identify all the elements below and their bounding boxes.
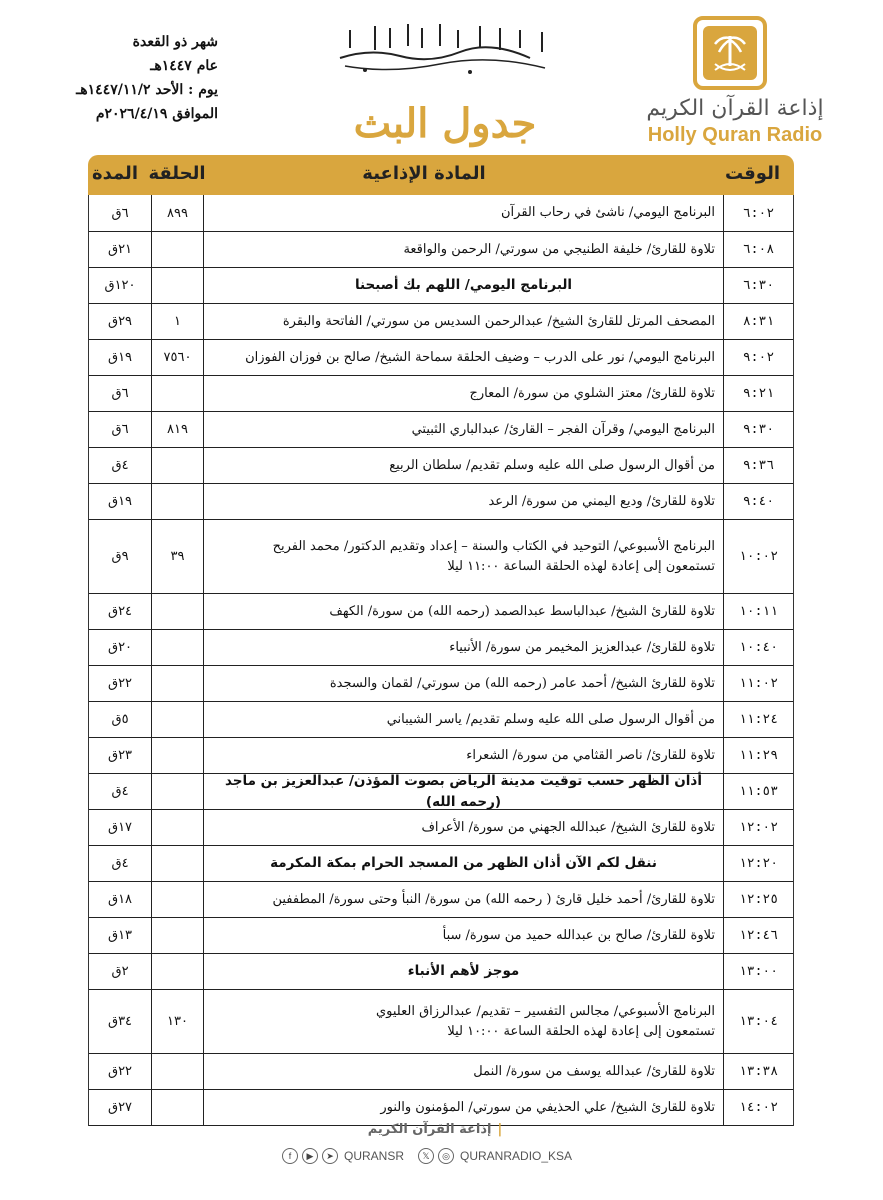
cell-duration: ٦ق — [111, 422, 129, 437]
program-title: البرنامج اليومي/ نور على الدرب – وضيف الحلقة سماحة الشيخ/ صالح بن فوزان الفوزان — [245, 349, 715, 365]
program-title: البرنامج اليومي/ وقرآن الفجر – القارئ/ عبدالباري الثبيتي — [411, 421, 715, 437]
cell-duration: ٥ق — [111, 712, 129, 727]
cell-episode: ٨٩٩ — [151, 195, 203, 231]
cell-time: ٦:٣٠ — [723, 268, 793, 303]
handle-long[interactable]: QURANRADIO_KSA — [460, 1149, 573, 1163]
schedule-table — [88, 155, 794, 1126]
cell-duration: ٩ق — [111, 549, 129, 564]
table-row — [89, 666, 793, 702]
telegram-icon[interactable]: ➤ — [322, 1148, 338, 1164]
cell-episode: ١٣٠ — [151, 990, 203, 1053]
cell-duration: ٢٢ق — [107, 676, 133, 691]
cell-time: ١٢:٠٢ — [723, 810, 793, 845]
cell-duration: ٦ق — [111, 386, 129, 401]
footer-station-name: |إذاعة القرآن الكريم — [367, 1122, 503, 1137]
program-title: تلاوة للقارئ الشيخ/ عبدالباسط عبدالصمد (رحمه الله) من سورة/ الكهف — [329, 603, 715, 619]
cell-episode — [151, 810, 203, 845]
program-title: أذان الظهر حسب توقيت مدينة الرياض بصوت المؤذن/ عبدالعزيز بن ماجد (رحمه الله) — [225, 773, 702, 810]
cell-duration: ٢١ق — [107, 242, 133, 257]
cell-time: ١١:٥٣ — [723, 774, 793, 809]
cell-program — [203, 738, 723, 773]
cell-episode — [151, 376, 203, 411]
hijri-month: شهر ذو القعدة — [132, 34, 218, 50]
cell-duration: ٣٤ق — [107, 1014, 133, 1029]
cell-time: ١٠:١١ — [723, 594, 793, 629]
cell-episode — [151, 630, 203, 665]
cell-time: ١١:٢٩ — [723, 738, 793, 773]
table-row — [89, 412, 793, 448]
cell-time: ١٣:٠٤ — [723, 990, 793, 1053]
cell-duration: ٢٢ق — [107, 1064, 133, 1079]
table-body — [88, 195, 794, 1126]
cell-episode — [151, 1090, 203, 1125]
cell-episode — [151, 918, 203, 953]
program-title: تلاوة للقارئ/ أحمد خليل قارئ ( رحمه الله) من سورة/ النبأ وحتى سورة/ المطففين — [272, 891, 715, 907]
cell-episode — [151, 954, 203, 989]
cell-time: ٦:٠٢ — [723, 195, 793, 231]
station-logo — [693, 16, 767, 90]
cell-episode: ٧٥٦٠ — [151, 340, 203, 375]
program-title: تلاوة للقارئ/ عبدالعزيز المخيمر من سورة/ الأنبياء — [449, 639, 715, 655]
program-title: من أقوال الرسول صلى الله عليه وسلم تقديم/ سلطان الربيع — [389, 457, 715, 473]
social-links — [282, 1146, 582, 1166]
handle-short[interactable]: QURANSR — [344, 1149, 405, 1163]
hijri-day: يوم : الأحد ١٤٤٧/١١/٢هـ — [76, 82, 218, 98]
program-title: تلاوة للقارئ/ وديع اليمني من سورة/ الرعد — [488, 493, 715, 509]
cell-duration: ٢٣ق — [107, 748, 133, 763]
cell-time: ١٣:٠٠ — [723, 954, 793, 989]
cell-episode — [151, 738, 203, 773]
table-row — [89, 1054, 793, 1090]
table-row — [89, 232, 793, 268]
cell-episode — [151, 268, 203, 303]
program-title: البرنامج اليومي/ ناشئ في رحاب القرآن — [500, 205, 715, 221]
basmala-calligraphy — [330, 18, 560, 76]
youtube-icon[interactable]: ▶ — [302, 1148, 318, 1164]
table-row — [89, 594, 793, 630]
cell-program — [203, 376, 723, 411]
table-row — [89, 774, 793, 810]
cell-program — [203, 484, 723, 519]
cell-program — [203, 954, 723, 989]
cell-program — [203, 630, 723, 665]
cell-program — [203, 195, 723, 231]
cell-episode — [151, 666, 203, 701]
table-row — [89, 268, 793, 304]
cell-program — [203, 232, 723, 267]
table-row — [89, 738, 793, 774]
cell-time: ١٠:٤٠ — [723, 630, 793, 665]
page-title: جدول البث — [353, 100, 537, 147]
cell-episode — [151, 774, 203, 809]
cell-program — [203, 448, 723, 483]
cell-duration: ١٩ق — [107, 350, 133, 365]
cell-episode: ٣٩ — [151, 520, 203, 593]
facebook-icon[interactable]: f — [282, 1148, 298, 1164]
table-row — [89, 304, 793, 340]
cell-duration: ١٩ق — [107, 494, 133, 509]
cell-duration: ٢ق — [111, 964, 129, 979]
header-program: المادة الإذاعية — [362, 163, 486, 184]
program-rebroadcast-note: تستمعون إلى إعادة لهذه الحلقة الساعة ١١:٠٠ ليلا — [447, 558, 715, 574]
page-header — [0, 0, 883, 160]
cell-episode — [151, 594, 203, 629]
table-row — [89, 990, 793, 1054]
station-name-ar: إذاعة القرآن الكريم — [646, 96, 824, 121]
cell-episode — [151, 484, 203, 519]
cell-time: ٩:٤٠ — [723, 484, 793, 519]
table-row — [89, 520, 793, 594]
cell-duration: ١٢٠ق — [104, 278, 136, 293]
cell-program — [203, 304, 723, 339]
gregorian-date: الموافق ٢٠٢٦/٤/١٩م — [95, 106, 218, 122]
cell-program — [203, 268, 723, 303]
table-row — [89, 195, 793, 232]
cell-episode — [151, 846, 203, 881]
table-row — [89, 484, 793, 520]
cell-time: ١٠:٠٢ — [723, 520, 793, 593]
cell-time: ١١:٢٤ — [723, 702, 793, 737]
table-row — [89, 882, 793, 918]
cell-time: ٩:٠٢ — [723, 340, 793, 375]
cell-episode — [151, 1054, 203, 1089]
hijri-year: عام ١٤٤٧هـ — [150, 58, 218, 74]
cell-duration: ٦ق — [111, 205, 129, 221]
program-title: تلاوة للقارئ/ عبدالله يوسف من سورة/ النمل — [473, 1063, 715, 1079]
program-title: تلاوة للقارئ/ ناصر القثامي من سورة/ الشعراء — [466, 747, 715, 763]
cell-time: ١٤:٠٢ — [723, 1090, 793, 1125]
cell-program — [203, 1090, 723, 1125]
table-row — [89, 340, 793, 376]
program-title: المصحف المرتل للقارئ الشيخ/ عبدالرحمن السديس من سورتي/ الفاتحة والبقرة — [282, 313, 715, 329]
cell-time: ٩:٣٠ — [723, 412, 793, 447]
cell-program — [203, 702, 723, 737]
cell-program — [203, 666, 723, 701]
table-header — [88, 155, 794, 195]
table-row — [89, 954, 793, 990]
cell-program — [203, 918, 723, 953]
table-row — [89, 376, 793, 412]
program-title: موجز لأهم الأنباء — [407, 963, 520, 980]
cell-time: ٩:٢١ — [723, 376, 793, 411]
cell-episode: ١ — [151, 304, 203, 339]
cell-duration: ٢٩ق — [107, 314, 133, 329]
cell-duration: ٢٤ق — [107, 604, 133, 619]
cell-time: ١١:٠٢ — [723, 666, 793, 701]
cell-program — [203, 774, 723, 809]
program-rebroadcast-note: تستمعون إلى إعادة لهذه الحلقة الساعة ١٠:٠٠ ليلا — [447, 1023, 715, 1039]
cell-episode: ٨١٩ — [151, 412, 203, 447]
program-title: ننقل لكم الآن أذان الظهر من المسجد الحرام بمكة المكرمة — [270, 855, 657, 872]
table-row — [89, 448, 793, 484]
cell-time: ١٢:٢٠ — [723, 846, 793, 881]
cell-program — [203, 412, 723, 447]
cell-duration: ٤ق — [111, 784, 129, 799]
cell-episode — [151, 702, 203, 737]
header-duration: المدة — [91, 163, 138, 184]
cell-duration: ٤ق — [111, 458, 129, 473]
cell-time: ٩:٣٦ — [723, 448, 793, 483]
program-title: تلاوة للقارئ الشيخ/ علي الحذيفي من سورتي/ المؤمنون والنور — [380, 1099, 715, 1115]
station-name-en: Holly Quran Radio — [647, 124, 823, 146]
program-title: تلاوة للقارئ/ معتز الشلوي من سورة/ المعارج — [469, 385, 715, 401]
cell-duration: ١٨ق — [107, 892, 133, 907]
program-title: تلاوة للقارئ/ خليفة الطنيجي من سورتي/ الرحمن والواقعة — [403, 241, 715, 257]
cell-time: ٨:٣١ — [723, 304, 793, 339]
cell-time: ١٢:٢٥ — [723, 882, 793, 917]
cell-program — [203, 882, 723, 917]
table-row — [89, 810, 793, 846]
cell-duration: ٢٧ق — [107, 1100, 133, 1115]
cell-time: ١٣:٣٨ — [723, 1054, 793, 1089]
cell-episode — [151, 232, 203, 267]
x-icon[interactable]: 𝕏 — [418, 1148, 434, 1164]
cell-duration: ٢٠ق — [107, 640, 133, 655]
table-row — [89, 846, 793, 882]
cell-program — [203, 810, 723, 845]
cell-program — [203, 520, 723, 593]
program-title: البرنامج الأسبوعي/ مجالس التفسير – تقديم/ عبدالرزاق العليوي — [375, 1004, 715, 1019]
program-title: تلاوة للقارئ الشيخ/ أحمد عامر (رحمه الله) من سورتي/ لقمان والسجدة — [329, 675, 715, 691]
cell-duration: ٤ق — [111, 856, 129, 871]
program-title: البرنامج اليومي/ اللهم بك أصبحنا — [354, 277, 573, 294]
cell-episode — [151, 448, 203, 483]
program-title: من أقوال الرسول صلى الله عليه وسلم تقديم/ ياسر الشيباني — [386, 711, 715, 727]
cell-time: ٦:٠٨ — [723, 232, 793, 267]
cell-program — [203, 340, 723, 375]
cell-program — [203, 594, 723, 629]
cell-program — [203, 846, 723, 881]
program-title: تلاوة للقارئ/ صالح بن عبدالله حميد من سورة/ سبأ — [442, 927, 715, 943]
program-title: البرنامج الأسبوعي/ التوحيد في الكتاب والسنة – إعداد وتقديم الدكتور/ محمد الفريح — [272, 539, 715, 554]
header-episode: الحلقة — [148, 163, 206, 184]
header-time: الوقت — [724, 163, 780, 184]
cell-duration: ١٣ق — [107, 928, 133, 943]
table-row — [89, 1090, 793, 1126]
date-block — [78, 30, 218, 126]
cell-time: ١٢:٤٦ — [723, 918, 793, 953]
cell-duration: ١٧ق — [107, 820, 133, 835]
cell-episode — [151, 882, 203, 917]
instagram-icon[interactable]: ◎ — [438, 1148, 454, 1164]
table-row — [89, 918, 793, 954]
cell-program — [203, 1054, 723, 1089]
cell-program — [203, 990, 723, 1053]
program-title: تلاوة للقارئ الشيخ/ عبدالله الجهني من سورة/ الأعراف — [421, 819, 715, 835]
palm-swords-icon — [703, 26, 757, 80]
table-row — [89, 630, 793, 666]
table-row — [89, 702, 793, 738]
